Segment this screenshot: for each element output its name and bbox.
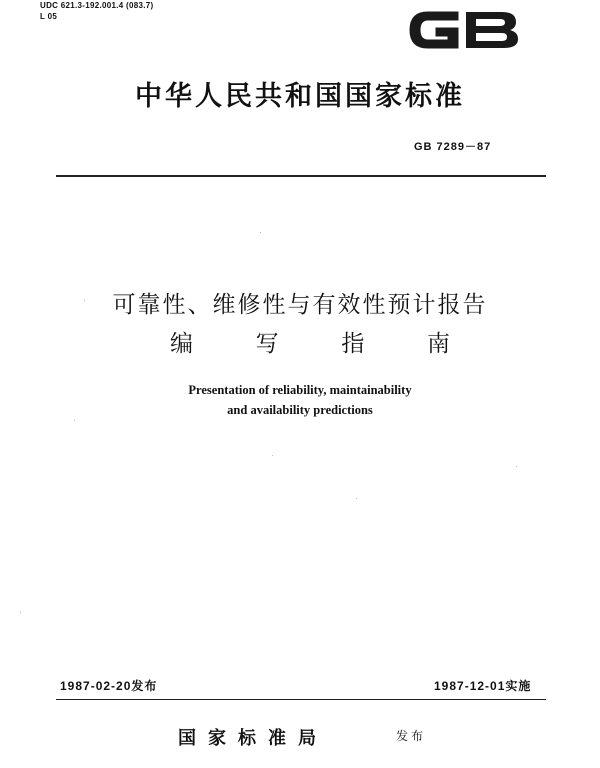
chinese-title-char: 写 <box>255 331 279 357</box>
scan-speck <box>74 420 75 421</box>
standard-number: GB 7289－87 <box>414 141 492 153</box>
scan-speck <box>356 498 357 499</box>
organization-title: 中华人民共和国国家标准 <box>135 81 465 112</box>
udc-block <box>40 0 154 22</box>
scan-speck <box>260 232 261 233</box>
footer-divider <box>56 699 546 700</box>
chinese-title-char: 南 <box>426 331 450 357</box>
header-divider <box>56 175 546 177</box>
chinese-title-char: 指 <box>341 331 365 357</box>
english-title <box>60 380 540 420</box>
scan-speck <box>20 612 21 613</box>
scan-speck <box>272 455 273 456</box>
implementation-date: 1987-12-01实施 <box>434 679 532 693</box>
udc-code: UDC 621.3-192.001.4 (083.7) <box>40 1 154 10</box>
classification-code: L 05 <box>40 12 58 21</box>
gb-logo-graphic <box>404 4 522 56</box>
scan-speck <box>84 300 85 301</box>
english-title-line2: and availability predictions <box>227 403 373 417</box>
gb-logo <box>404 4 522 56</box>
publisher-name: 国家标准局 <box>178 728 328 749</box>
english-title-line1: Presentation of reliability, maintainability <box>188 383 412 397</box>
chinese-title-line2 <box>170 325 450 358</box>
chinese-title-line1: 可靠性、维修性与有效性预计报告 <box>112 292 488 318</box>
issue-date: 1987-02-20发布 <box>60 679 158 693</box>
scan-speck <box>516 466 517 467</box>
publish-label: 发布 <box>396 729 427 743</box>
chinese-title-char: 编 <box>170 331 193 357</box>
